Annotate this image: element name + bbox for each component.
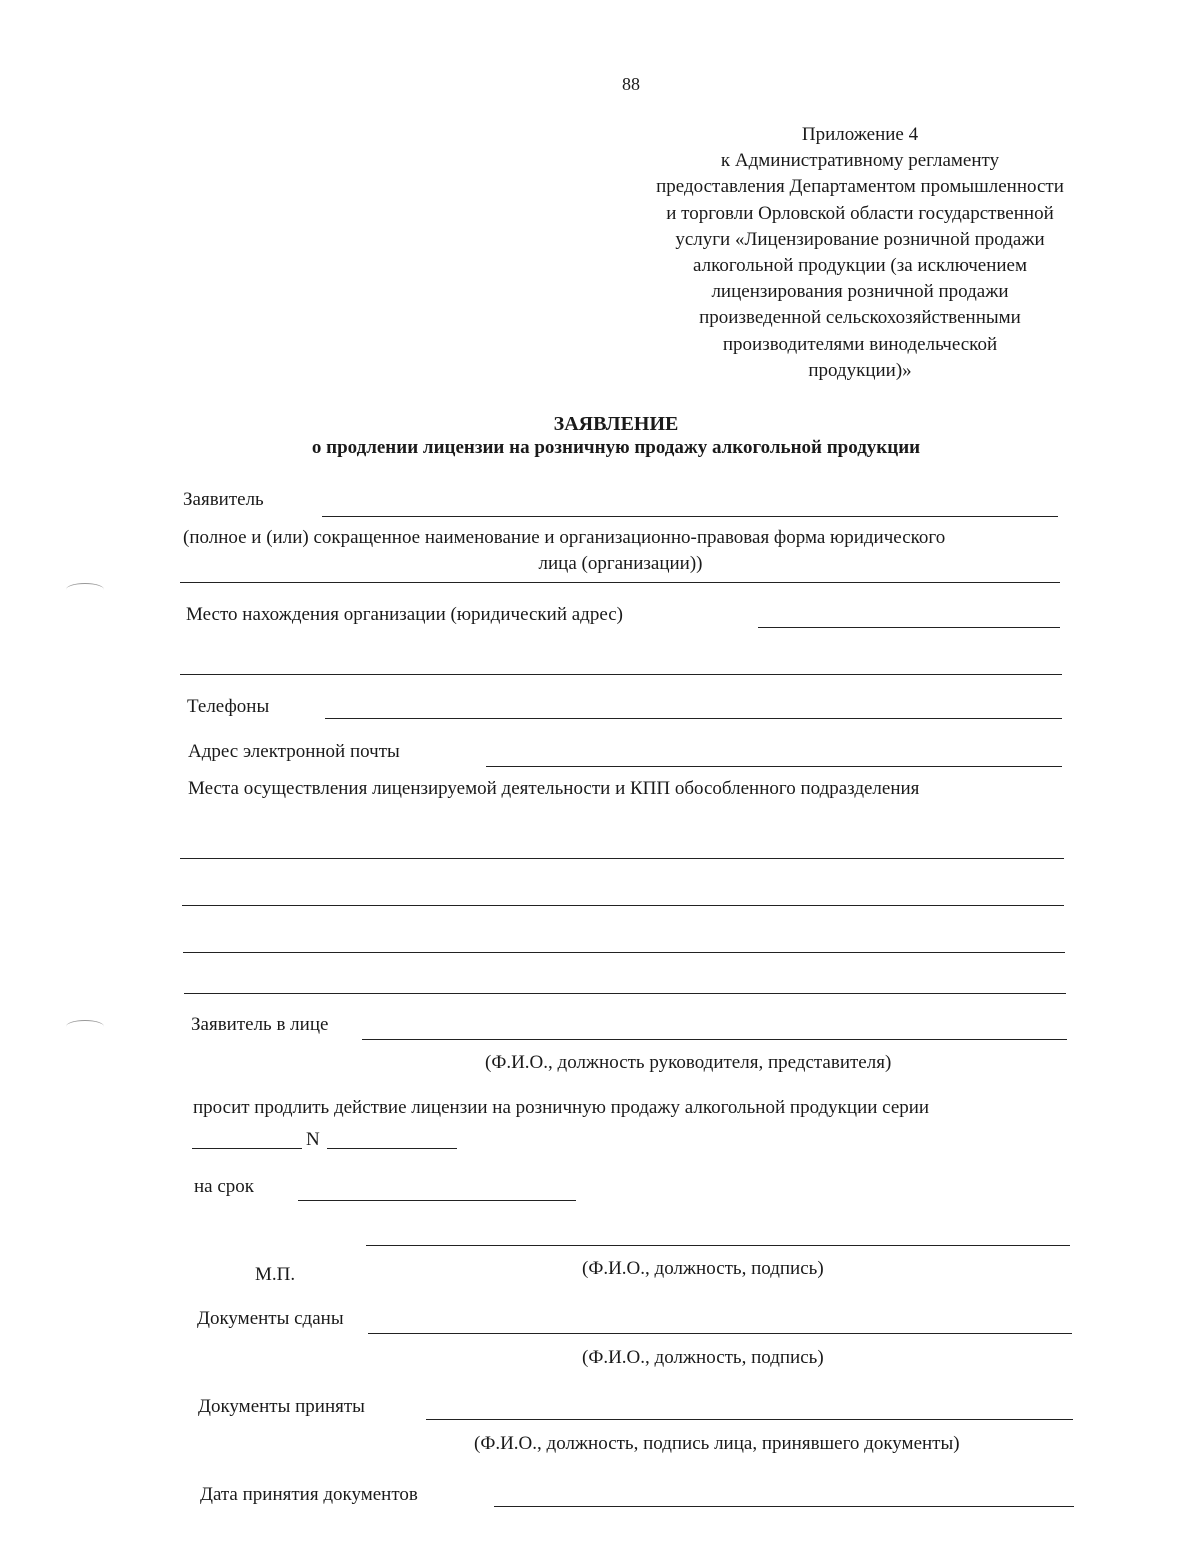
appendix-line: к Административному регламенту <box>720 150 1000 172</box>
scan-mark <box>66 583 104 596</box>
phones-label: Телефоны <box>187 696 270 717</box>
license-number-line[interactable] <box>327 1148 457 1149</box>
places-line[interactable] <box>183 952 1065 953</box>
term-line[interactable] <box>298 1200 576 1201</box>
appendix-header <box>600 122 1120 384</box>
appendix-line: продукции)» <box>808 359 912 381</box>
acceptance-date-line[interactable] <box>494 1506 1074 1507</box>
phones-line[interactable] <box>325 718 1062 719</box>
docs-submitted-line[interactable] <box>368 1333 1072 1334</box>
document-subtitle: о продлении лицензии на розничную продажу алкогольной продукции <box>311 437 921 458</box>
request-text: просит продлить действие лицензии на розничную продажу алкогольной продукции серии <box>193 1097 930 1118</box>
stamp-label: М.П. <box>255 1264 296 1285</box>
appendix-line: лицензирования розничной продажи <box>711 281 1009 303</box>
applicant-label: Заявитель <box>183 489 264 510</box>
represented-by-line[interactable] <box>362 1039 1067 1040</box>
acceptance-date-label: Дата принятия документов <box>200 1484 418 1505</box>
appendix-line: алкогольной продукции (за исключением <box>692 255 1027 277</box>
docs-accepted-label: Документы приняты <box>198 1396 365 1417</box>
places-label: Места осуществления лицензируемой деятельности и КПП обособленного подразделения <box>188 778 920 799</box>
email-label: Адрес электронной почты <box>188 741 400 762</box>
number-sign: N <box>306 1129 320 1150</box>
applicant-line[interactable] <box>322 516 1058 517</box>
docs-accepted-note: (Ф.И.О., должность, подпись лица, принявшего документы) <box>474 1433 960 1454</box>
applicant-note: лица (организации)) <box>538 553 703 574</box>
email-line[interactable] <box>486 766 1062 767</box>
scan-mark <box>66 1020 104 1033</box>
appendix-line: и торговли Орловской области государственной <box>666 202 1054 224</box>
docs-accepted-line[interactable] <box>426 1419 1073 1420</box>
appendix-line: предоставления Департаментом промышленности <box>656 176 1064 198</box>
location-line[interactable] <box>758 627 1060 628</box>
appendix-line: производителями винодельческой <box>722 333 998 355</box>
appendix-line: услуги «Лицензирование розничной продажи <box>675 228 1045 250</box>
appendix-line: Приложение 4 <box>801 124 919 145</box>
document-title: ЗАЯВЛЕНИЕ <box>553 413 679 435</box>
docs-submitted-note: (Ф.И.О., должность, подпись) <box>582 1347 824 1368</box>
term-label: на срок <box>194 1176 255 1197</box>
represented-by-note: (Ф.И.О., должность руководителя, представителя) <box>485 1052 892 1073</box>
location-label: Место нахождения организации (юридический адрес) <box>186 604 623 625</box>
places-line[interactable] <box>180 858 1064 859</box>
applicant-note: (полное и (или) сокращенное наименование и организационно-правовая форма юридического <box>183 527 946 548</box>
appendix-line: произведенной сельскохозяйственными <box>699 307 1021 329</box>
signature-line[interactable] <box>366 1245 1070 1246</box>
page-number: 88 <box>622 74 640 94</box>
places-line[interactable] <box>184 993 1066 994</box>
docs-submitted-label: Документы сданы <box>197 1308 344 1329</box>
signature-note: (Ф.И.О., должность, подпись) <box>582 1258 824 1279</box>
represented-by-label: Заявитель в лице <box>191 1014 329 1035</box>
applicant-line-2[interactable] <box>180 582 1060 583</box>
series-line[interactable] <box>192 1148 302 1149</box>
location-line-2[interactable] <box>180 674 1062 675</box>
places-line[interactable] <box>182 905 1064 906</box>
